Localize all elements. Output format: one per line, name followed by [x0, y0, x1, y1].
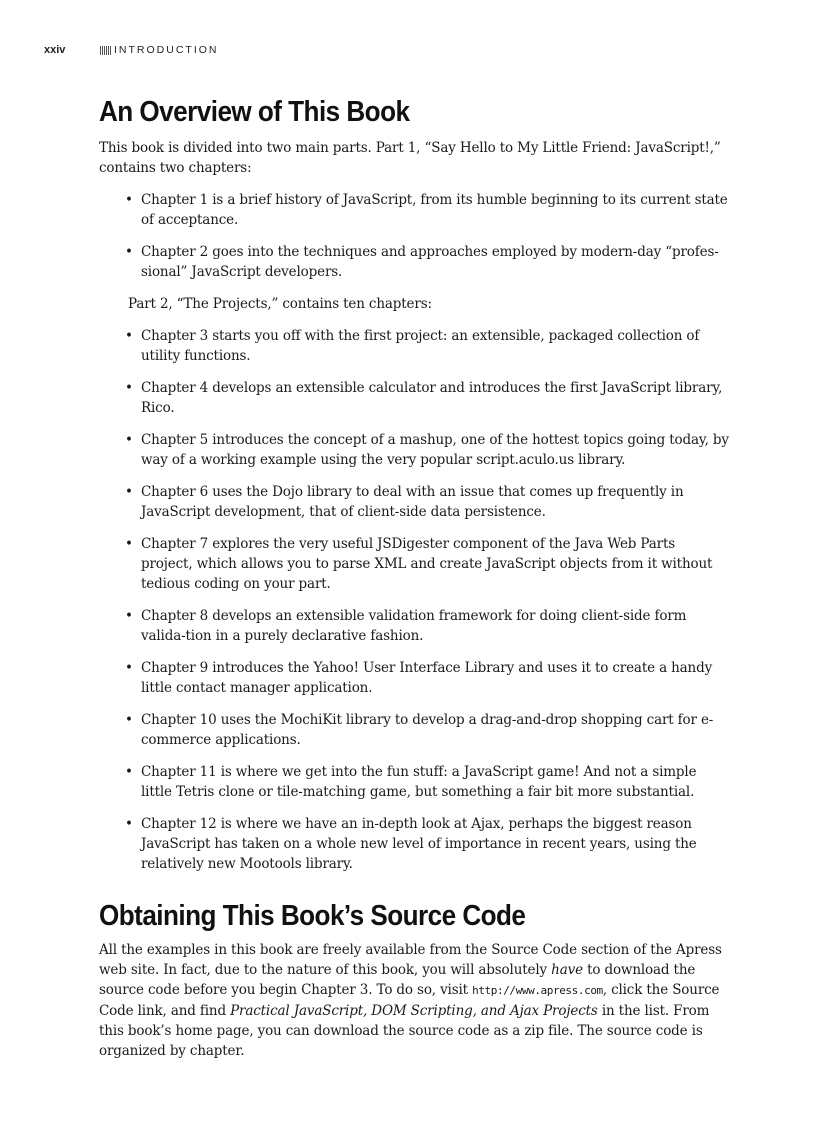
apress-url-link[interactable]: http://www.apress.com — [472, 984, 603, 997]
part2-chapter-list — [99, 326, 729, 874]
paragraph-text: to download the source code before you begin Chapter 3. To do so, visit — [99, 962, 696, 998]
bullet-icon: • — [125, 380, 133, 396]
list-item-text: Chapter 4 develops an extensible calculator and introduces the first JavaScript library, Rico. — [141, 380, 723, 416]
emphasis-text: have — [551, 962, 583, 978]
source-code-paragraph — [99, 940, 729, 1061]
paragraph-text: All the examples in this book are freely available from the Source Code section of the Apress web site. In fact, due to the nature of this book, you will absolutely — [99, 942, 722, 978]
list-item — [99, 242, 729, 282]
bullet-icon: • — [125, 536, 133, 552]
bullet-icon: • — [125, 432, 133, 448]
list-item — [99, 534, 729, 594]
page-header — [44, 43, 219, 57]
bullet-icon: • — [125, 712, 133, 728]
list-item-text: Chapter 8 develops an extensible validation framework for doing client-side form valida-tion in a purely declarative fashion. — [141, 608, 687, 644]
book-title: Practical JavaScript, DOM Scripting, and Ajax Projects — [230, 1003, 598, 1019]
list-item-text: Chapter 6 uses the Dojo library to deal with an issue that comes up frequently in JavaScript development, that of client-side data persistence. — [141, 484, 684, 520]
list-item — [99, 190, 729, 230]
list-item — [99, 378, 729, 418]
bullet-icon: • — [125, 764, 133, 780]
list-item — [99, 762, 729, 802]
list-item-text: Chapter 11 is where we get into the fun stuff: a JavaScript game! And not a simple little Tetris clone or tile-matching game, but something a fair bit more substantial. — [141, 764, 697, 800]
list-item-text: Chapter 5 introduces the concept of a mashup, one of the hottest topics going today, by way of a working example using the very popular script.aculo.us library. — [141, 432, 729, 468]
list-item — [99, 482, 729, 522]
overview-intro-paragraph: This book is divided into two main parts. Part 1, “Say Hello to My Little Friend: JavaScript!,” contains two chapters: — [99, 140, 721, 176]
list-item-text: Chapter 9 introduces the Yahoo! User Interface Library and uses it to create a handy little contact manager application. — [141, 660, 713, 696]
part1-chapter-list — [99, 190, 729, 282]
paragraph-text: in the list. From this book’s home page, you can download the source code as a zip file. The source code is organized by chapter. — [99, 1003, 710, 1059]
list-item-text: Chapter 2 goes into the techniques and approaches employed by modern-day “profes-sional” JavaScript developers. — [141, 244, 719, 280]
list-item — [99, 710, 729, 750]
bullet-icon: • — [125, 244, 133, 260]
list-item — [99, 658, 729, 698]
list-item-text: Chapter 1 is a brief history of JavaScript, from its humble beginning to its current state of acceptance. — [141, 192, 728, 228]
list-item-text: Chapter 3 starts you off with the first project: an extensible, packaged collection of utility functions. — [141, 328, 700, 364]
bullet-icon: • — [125, 660, 133, 676]
list-item — [99, 814, 729, 874]
list-item-text: Chapter 7 explores the very useful JSDigester component of the Java Web Parts project, which allows you to parse XML and create JavaScript objects from it without tedious coding on your part. — [141, 536, 713, 592]
section-heading-overview: An Overview of This Book — [99, 96, 410, 128]
part2-intro-paragraph: Part 2, “The Projects,” contains ten chapters: — [128, 296, 432, 312]
bullet-icon: • — [125, 328, 133, 344]
running-head: INTRODUCTION — [114, 44, 219, 56]
paragraph-text: , click the Source Code link, and find — [99, 982, 720, 1019]
list-item — [99, 326, 729, 366]
bullet-icon: • — [125, 192, 133, 208]
section-heading-source-code: Obtaining This Book’s Source Code — [99, 900, 526, 932]
page-number: xxiv — [44, 44, 66, 56]
header-ornament-icon — [100, 46, 112, 55]
bullet-icon: • — [125, 484, 133, 500]
list-item — [99, 430, 729, 470]
list-item-text: Chapter 12 is where we have an in-depth look at Ajax, perhaps the biggest reason JavaScript has taken on a whole new level of importance in recent years, using the relatively new Mootools library. — [141, 816, 697, 872]
list-item — [99, 606, 729, 646]
bullet-icon: • — [125, 608, 133, 624]
list-item-text: Chapter 10 uses the MochiKit library to develop a drag-and-drop shopping cart for e-commerce applications. — [141, 712, 714, 748]
page-body — [99, 94, 729, 1061]
bullet-icon: • — [125, 816, 133, 832]
